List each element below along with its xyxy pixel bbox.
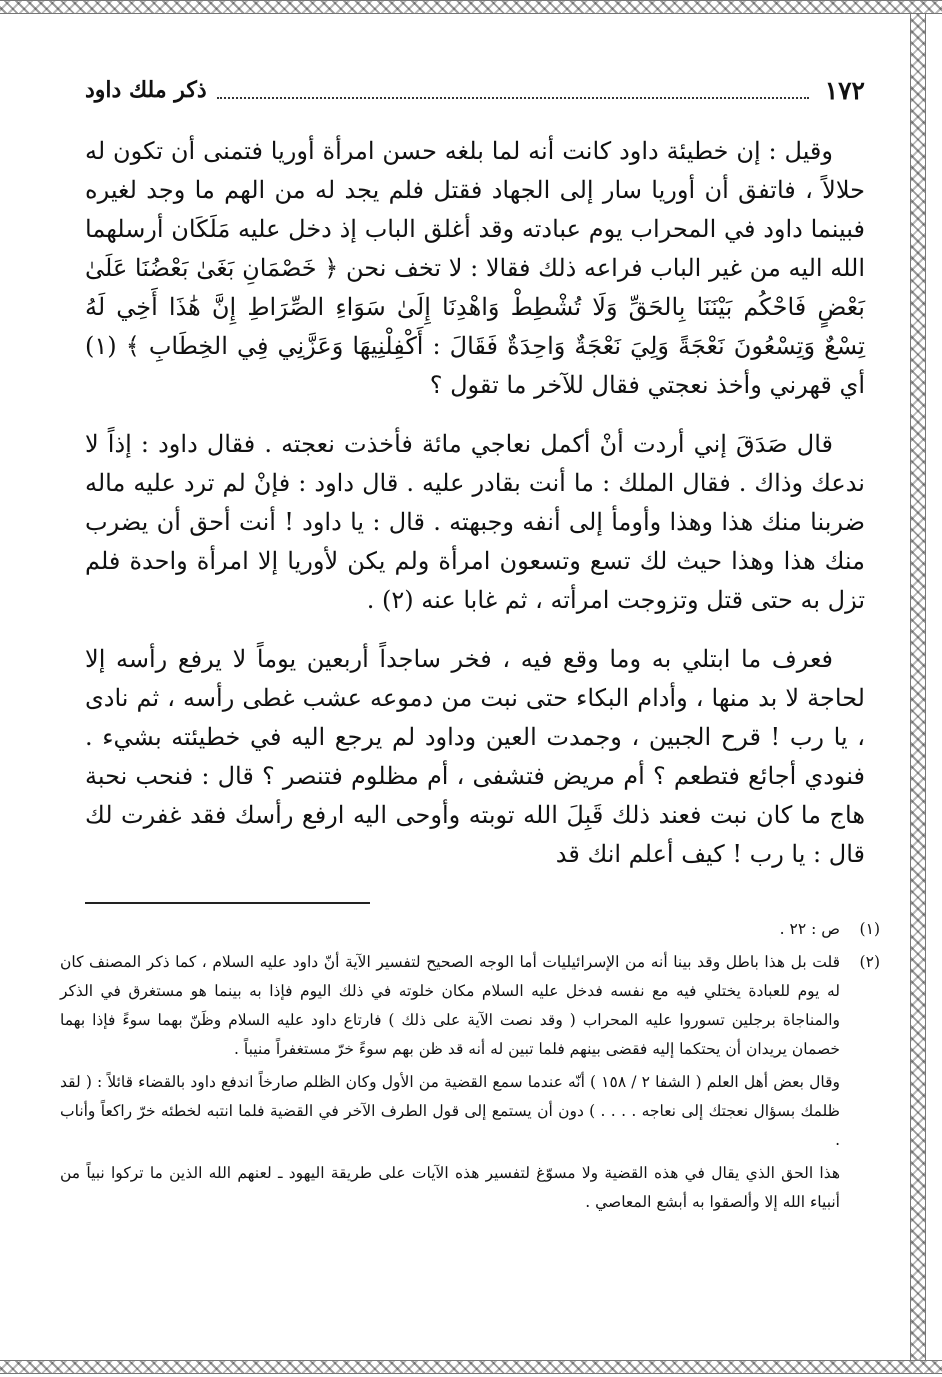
footnote-text: ص : ٢٢ .	[779, 920, 840, 938]
page-header	[85, 70, 865, 110]
decorative-border-bottom	[0, 1360, 942, 1374]
paragraph: وقيل : إن خطيئة داود كانت أنه لما بلغه حسن امرأة أوريا فتمنى أن تكون له حلالاً ، فاتفق أن أوريا سار إلى الجهاد فقتل فلم يجد له من الهم ما وجد لغيره فبينما داود في المحراب يوم عبادته وقد أغلق الباب إذ دخل عليه مَلَكَان أرسلهما الله اليه من غير الباب فراعه ذلك فقالا : لا تخف نحن ﴿ خَصْمَانِ بَغَىٰ بَعْضُنَا عَلَىٰ بَعْضٍ فَاحْكُم بَيْنَنَا بِالحَقِّ وَلَا تُشْطِطْ وَاهْدِنَا إِلَىٰ سَوَاءِ الصِّرَاطِ إِنَّ هَٰذَا أَخِي لَهُ تِسْعٌ وَتِسْعُونَ نَعْجَةً وَلِيَ نَعْجَةٌ وَاحِدَةٌ فَقَالَ : أَكْفِلْنِيهَا وَعَزَّنِي فِي الخِطَابِ ﴾ (١) أي قهرني وأخذ نعجتي فقال للآخر ما تقول ؟	[85, 137, 865, 399]
page-number: ١٧٢	[824, 75, 865, 105]
header-dotted-rule	[217, 81, 809, 99]
page-content	[85, 70, 865, 894]
footnote-2-continuation: هذا الحق الذي يقال في هذه القضية ولا مسوّغ لتفسير هذه الآيات على طريقة اليهود ـ لعنهم الله الذين ما تركوا نبياً من أنبياء الله إلا وألصقوا به أبشع المعاصي .	[60, 1164, 840, 1211]
footnote-2-continuation: وقال بعض أهل العلم ( الشفا ٢ / ١٥٨ ) أنّه عندما سمع القضية من الأول وكان الظلم صارخاً اندفع داود بالقضاء قائلاً : ( لقد ظلمك بسؤال نعجتك إلى نعاجه . . . . ) دون أن يستمع إلى قول الطرف الآخر في القضية فلما انتبه لخطئه خرّ راكعاً وأناب .	[60, 1073, 840, 1149]
footnote-1	[60, 915, 880, 944]
footnotes	[60, 915, 880, 1221]
footnote-marker: (٢)	[859, 953, 880, 971]
paragraph: قال صَدَقَ إني أردت أنْ أكمل نعاجي مائة فأخذت نعجته . فقال داود : إذاً لا ندعك وذاك . فقال الملك : ما أنت بقادر عليه . قال داود : فإنْ لم ترد عليه ماله ضربنا منك هذا وهذا وأومأ إلى أنفه وجبهته . قال : يا داود ! أنت أحق أن يضرب منك هذا وهذا حيث لك تسع وتسعون امرأة ولم يكن لأوريا إلا امرأة واحدة فلم تزل به حتى قتل وتزوجت امرأته ، ثم غابا عنه (٢) .	[85, 430, 865, 614]
footnote-separator	[85, 902, 370, 904]
decorative-border-top	[0, 0, 942, 14]
decorative-border-right	[910, 14, 926, 1360]
running-title: ذكر ملك داود	[85, 77, 207, 103]
body-text	[85, 132, 865, 874]
footnote-text: قلت بل هذا باطل وقد بينا أنه من الإسرائيليات أما الوجه الصحيح لتفسير الآية أنّ داود عليه السلام ، كما ذكر المصنف كان له يوم للعبادة يختلي فيه مع نفسه فدخل عليه السلام مكان خلوته في ذلك اليوم فإذا به بينما هو مستغرق في الذكر والمناجاة برجلين تسوروا عليه المحراب ( وقد نصت الآية على ذلك ) فارتاع داود عليه السلام وظَنّ بهما سوءً فإذا بهما خصمان يريدان أن يحتكما إليه فقضى بينهم فلما تبين له أنه قد ظن بهم سوءً خرّ مستغفراً منيباً .	[60, 953, 840, 1058]
footnote-marker: (١)	[859, 920, 880, 938]
footnote-2	[60, 948, 880, 1064]
paragraph: فعرف ما ابتلي به وما وقع فيه ، فخر ساجداً أربعين يوماً لا يرفع رأسه إلا لحاجة لا بد منها ، وأدام البكاء حتى نبت من دموعه عشب غطى رأسه ، ثم نادى ، يا رب ! قرح الجبين ، وجمدت العين وداود لم يرجع اليه في خطيئته بشيء . فنودي أجائع فتطعم ؟ أم مريض فتشفى ، أم مظلوم فتنصر ؟ قال : فنحب نحبة هاج ما كان نبت فعند ذلك قَبِلَ الله توبته وأوحى اليه ارفع رأسك فقد غفرت لك قال : يا رب ! كيف أعلم انك قد	[85, 645, 866, 868]
